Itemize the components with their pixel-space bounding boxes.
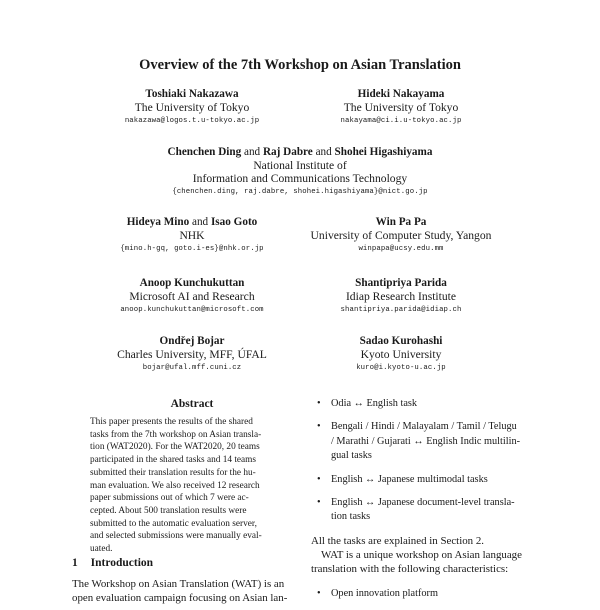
list-item-line: tion tasks xyxy=(331,511,371,523)
author-block-winpapa xyxy=(301,216,501,253)
list-item xyxy=(311,587,536,601)
body-line: All the tasks are explained in Section 2. xyxy=(311,535,484,547)
bullet-icon: • xyxy=(317,473,321,485)
bullet-icon: • xyxy=(317,588,321,599)
section-number: 1 xyxy=(72,557,78,569)
author-affiliation: University of Computer Study, Yangon xyxy=(310,229,492,242)
abstract-line: submitted to the automatic evaluation server, xyxy=(90,518,257,529)
author-block-parida xyxy=(301,277,501,314)
characteristics-list xyxy=(311,587,536,610)
author-email: {mino.h-gq, goto.i-es}@nhk.or.jp xyxy=(120,245,264,253)
author-email: {chenchen.ding, raj.dabre, shohei.higashiyama}@nict.go.jp xyxy=(172,188,428,196)
author-email: bojar@ufal.mff.cuni.cz xyxy=(142,364,242,372)
list-item-line: gual tasks xyxy=(331,450,372,462)
author-email: nakayama@ci.i.u-tokyo.ac.jp xyxy=(340,117,462,125)
list-item xyxy=(311,420,536,463)
author-block-nict xyxy=(0,146,600,196)
author-name: Isao Goto xyxy=(210,216,258,228)
paper-title: Overview of the 7th Workshop on Asian Translation xyxy=(139,57,461,73)
author-name: Toshiaki Nakazawa xyxy=(145,88,239,100)
list-item-line: English ↔ Japanese document-level transla- xyxy=(331,497,515,509)
body-line: WAT is a unique workshop on Asian language xyxy=(321,549,522,562)
author-affiliation: Kyoto University xyxy=(360,348,442,361)
author-block-nakazawa xyxy=(92,88,292,125)
and-word: and xyxy=(244,146,261,158)
list-item-line: Bengali / Hindi / Malayalam / Tamil / Telugu xyxy=(331,421,517,433)
and-word: and xyxy=(192,216,209,228)
author-email: anoop.kunchukuttan@microsoft.com xyxy=(120,306,264,314)
abstract-line: tion (WAT2020). For the WAT2020, 20 teams xyxy=(90,442,260,453)
author-names-line xyxy=(92,216,292,228)
list-item xyxy=(311,473,536,487)
author-block-kurohashi xyxy=(301,335,501,372)
author-affiliation: The University of Tokyo xyxy=(134,101,250,114)
right-body xyxy=(311,534,536,577)
author-affiliation: Charles University, MFF, ÚFAL xyxy=(117,348,267,361)
body-line: The Workshop on Asian Translation (WAT) is an xyxy=(72,578,285,590)
abstract-line: tasks from the 7th workshop on Asian transla- xyxy=(90,429,262,440)
author-name: Shantipriya Parida xyxy=(355,277,447,289)
author-name: Sadao Kurohashi xyxy=(359,335,443,347)
author-name: Ondřej Bojar xyxy=(159,335,225,347)
author-email: winpapa@ucsy.edu.mm xyxy=(358,245,444,253)
author-affiliation: The University of Tokyo xyxy=(343,101,459,114)
author-affiliation: Information and Communications Technology xyxy=(192,172,408,185)
abstract-body xyxy=(90,416,292,556)
author-block-nhk xyxy=(92,216,292,253)
author-affiliation: NHK xyxy=(179,229,205,242)
list-item-line: / Marathi / Gujarati ↔ English Indic multilin- xyxy=(331,435,521,447)
abstract-line: and selected submissions were manually eval- xyxy=(90,531,262,542)
abstract-heading: Abstract xyxy=(170,398,214,410)
list-item-line: English ↔ Japanese multimodal tasks xyxy=(331,473,488,485)
abstract-line: submitted their translation results for the hu- xyxy=(90,467,256,478)
section-title: Introduction xyxy=(90,557,154,569)
list-item-line: Open innovation platform xyxy=(331,588,438,599)
introduction-body xyxy=(72,577,294,605)
author-name: Anoop Kunchukuttan xyxy=(139,277,245,289)
body-line: open evaluation campaign focusing on Asian lan- xyxy=(72,592,288,605)
abstract-line: cepted. About 500 translation results were xyxy=(90,505,247,516)
task-list xyxy=(311,397,536,525)
bullet-icon: • xyxy=(317,398,321,409)
author-block-kunchukuttan xyxy=(92,277,292,314)
author-name: Win Pa Pa xyxy=(375,216,427,228)
author-block-bojar xyxy=(92,335,292,372)
bullet-icon: • xyxy=(317,497,321,509)
list-item xyxy=(311,397,536,411)
abstract-line: man evaluation. We also received 12 research xyxy=(90,480,260,491)
author-block-nakayama xyxy=(301,88,501,125)
right-column xyxy=(311,397,536,534)
abstract-line: paper submissions out of which 7 were ac- xyxy=(90,493,249,504)
author-name: Hideya Mino xyxy=(126,216,190,228)
author-email: kuro@i.kyoto-u.ac.jp xyxy=(356,364,446,372)
author-email: nakazawa@logos.t.u-tokyo.ac.jp xyxy=(124,117,260,125)
author-email: shantipriya.parida@idiap.ch xyxy=(340,306,462,314)
author-name: Raj Dabre xyxy=(262,146,313,158)
list-item-line: Odia ↔ English task xyxy=(331,398,418,409)
author-names-line xyxy=(0,146,600,158)
body-line: translation with the following characteristics: xyxy=(311,563,509,576)
bullet-icon: • xyxy=(317,421,321,433)
abstract-line: uated. xyxy=(90,544,113,555)
author-affiliation: Idiap Research Institute xyxy=(345,290,457,303)
author-affiliation: National Institute of xyxy=(253,159,347,172)
list-item xyxy=(311,496,536,525)
author-name: Shohei Higashiyama xyxy=(334,146,433,158)
author-affiliation: Microsoft AI and Research xyxy=(129,290,255,303)
and-word: and xyxy=(315,146,332,158)
author-name: Hideki Nakayama xyxy=(357,88,445,100)
abstract-line: This paper presents the results of the shared xyxy=(90,417,253,427)
author-name: Chenchen Ding xyxy=(167,146,242,158)
characteristics-bullets xyxy=(311,587,536,601)
section-heading-introduction xyxy=(72,557,153,569)
abstract-line: participated in the shared tasks and 14 teams xyxy=(90,455,257,466)
